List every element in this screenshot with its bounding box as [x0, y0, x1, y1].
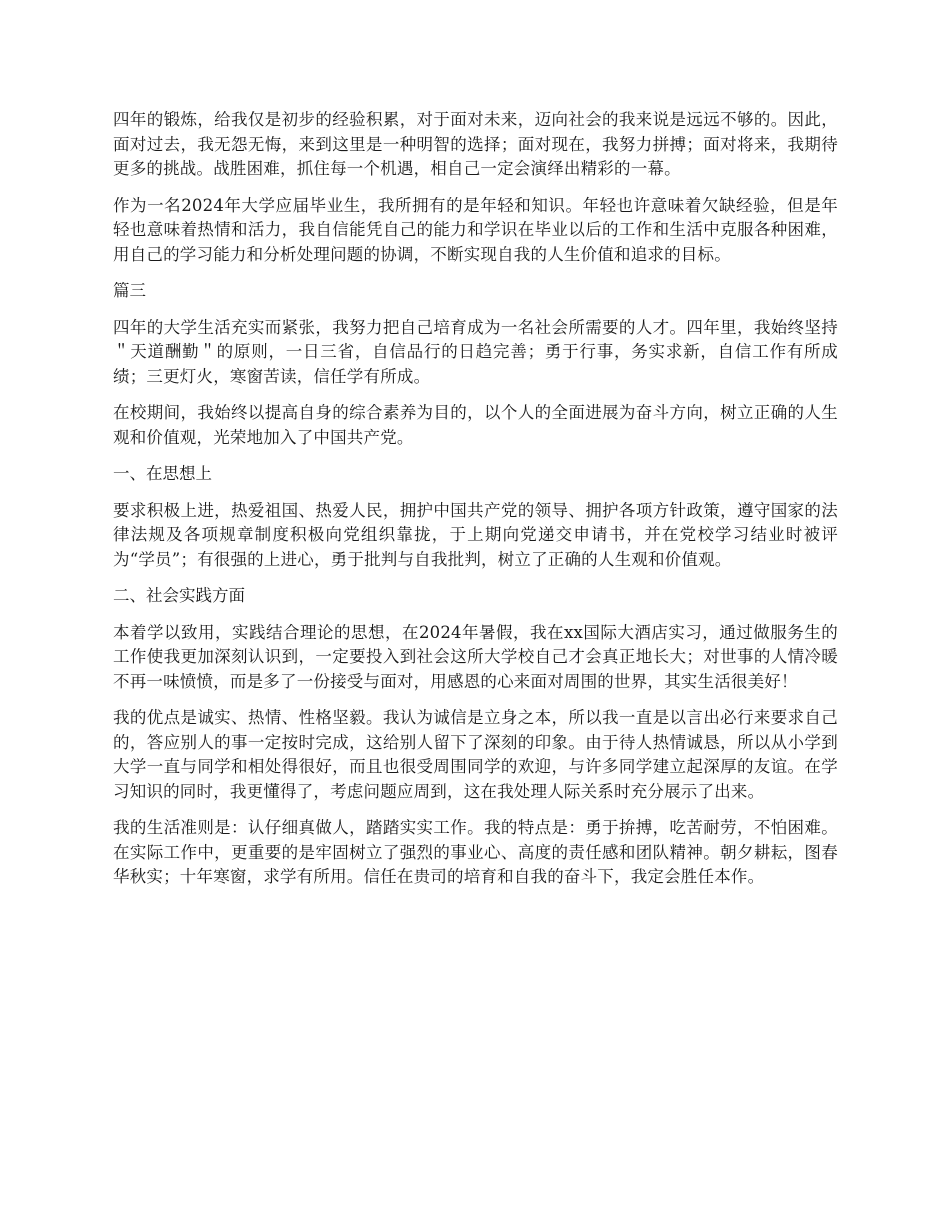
paragraph: 四年的锻炼，给我仅是初步的经验积累，对于面对未来，迈向社会的我来说是远远不够的。因此，面对过去，我无怨无悔，来到这里是一种明智的选择；面对现在，我努力拼搏；面对将来，我期待更多的挑战。战胜困难，抓住每一个机遇，相自己一定会演绎出精彩的一幕。 — [113, 110, 838, 178]
paragraph: 要求积极上进，热爱祖国、热爱人民，拥护中国共产党的领导、拥护各项方针政策，遵守国家的法律法规及各项规章制度积极向党组织靠拢，于上期向党递交申请书，并在党校学习结业时被评为“学员”；有很强的上进心，勇于批判与自我批判，树立了正确的人生观和价值观。 — [113, 500, 838, 569]
section-heading: 二、社会实践方面 — [113, 586, 245, 605]
paragraph: 我的优点是诚实、热情、性格坚毅。我认为诚信是立身之本，所以我一直是以言出必行来要求自己的，答应别人的事一定按时完成，这给别人留下了深刻的印象。由于待人热情诚恳，所以从小学到大学一直与同学和相处得很好，而且也很受周围同学的欢迎，与许多同学建立起深厚的友谊。在学习知识的同时，我更懂得了，考虑问题应周到，这在我处理人际关系时充分展示了出来。 — [113, 708, 838, 801]
paragraph: 我的生活准则是：认仔细真做人，踏踏实实工作。我的特点是：勇于拚搏，吃苦耐劳，不怕困难。在实际工作中，更重要的是牢固树立了强烈的事业心、高度的责任感和团队精神。朝夕耕耘，图春华秋实；十年寒窗，求学有所用。信任在贵司的培育和自我的奋斗下，我定会胜任本作。 — [113, 818, 838, 886]
paragraph: 作为一名2024年大学应届毕业生，我所拥有的是年轻和知识。年轻也许意味着欠缺经验，但是年轻也意味着热情和活力，我自信能凭自己的能力和学识在毕业以后的工作和生活中克服各种困难，用自己的学习能力和分析处理问题的协调，不断实现自我的人生价值和追求的目标。 — [113, 195, 838, 264]
paragraph: 本着学以致用，实践结合理论的思想，在2024年暑假，我在xx国际大酒店实习，通过做服务生的工作使我更加深刻认识到，一定要投入到社会这所大学校自己才会真正地长大；对世事的人情冷暖不再一味愤愤，而是多了一份接受与面对，用感恩的心来面对周围的世界，其实生活很美好！ — [113, 622, 838, 691]
section-heading: 篇三 — [113, 281, 146, 300]
paragraph: 在校期间，我始终以提高自身的综合素养为目的，以个人的全面进展为奋斗方向，树立正确的人生观和价值观，光荣地加入了中国共产党。 — [113, 403, 838, 447]
section-heading: 一、在思想上 — [113, 464, 212, 483]
document-body — [113, 108, 838, 890]
paragraph: 四年的大学生活充实而紧张，我努力把自己培育成为一名社会所需要的人才。四年里，我始终坚持＂天道酬勤＂的原则，一日三省，自信品行的日趋完善；勇于行事，务实求新，自信工作有所成绩；三更灯火，寒窗苦读，信任学有所成。 — [113, 317, 838, 386]
